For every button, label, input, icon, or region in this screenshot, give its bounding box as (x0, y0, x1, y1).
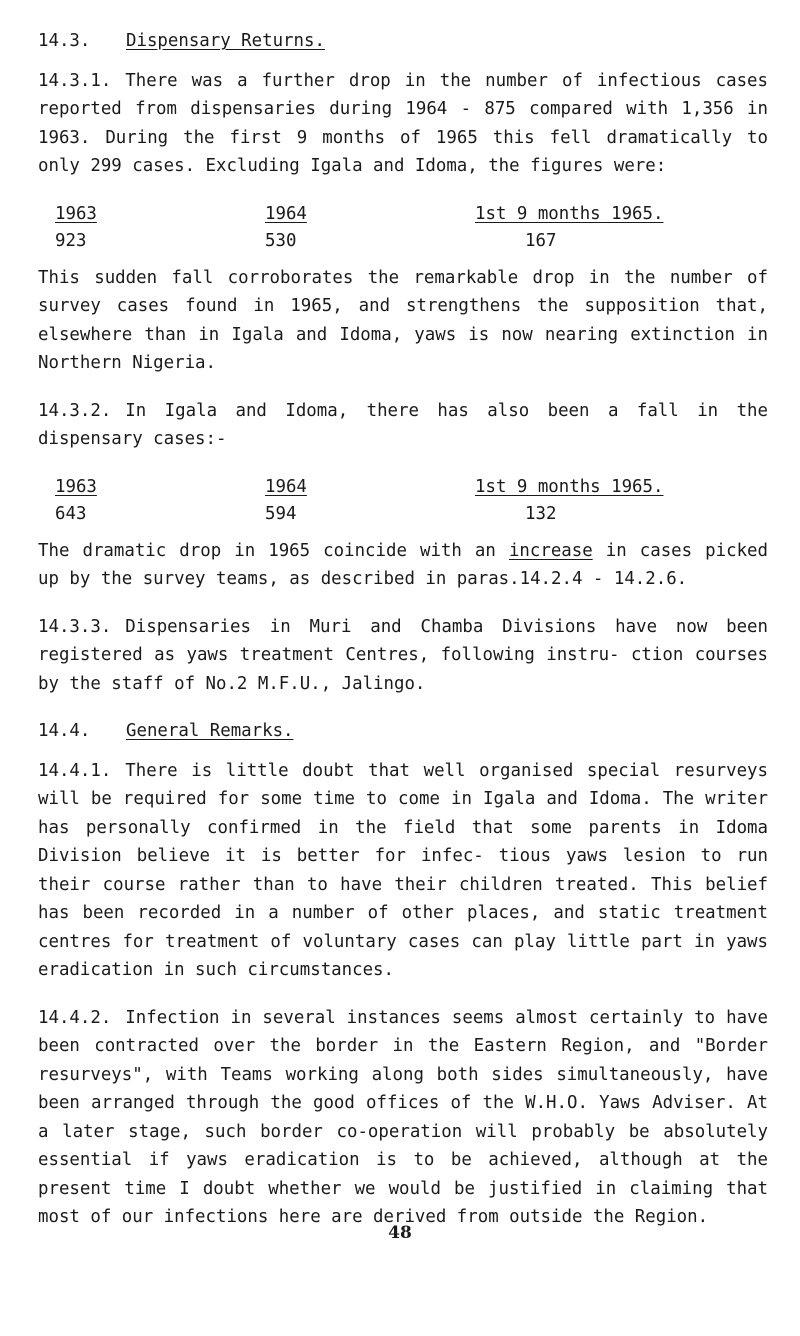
figures-header-1964: 1964 (265, 476, 307, 497)
paragraph-text: There is little doubt that well organised special resurveys will be required for some time to come in Igala and Idoma. The writer has personally confirmed in the field that some parents in Idoma Division believe it is better for infec- tious yaws lesion to run their course rather than to have their children treated. This belief has been recorded in a number of other places, and static treatment centres for treatment of voluntary cases can play little part in yaws eradication in such circumstances. (38, 760, 768, 980)
section-number: 14.4. (38, 721, 91, 741)
figures-value-1963: 923 (55, 230, 87, 251)
figures-value-row (38, 227, 768, 254)
section-heading-14-3 (38, 27, 768, 56)
paragraph-number: 14.4.2. (38, 1007, 112, 1028)
paragraph-14-3-3 (38, 613, 768, 699)
section-number: 14.3. (38, 31, 91, 51)
figures-value-1965: 167 (525, 230, 557, 251)
figures-value-1965: 132 (525, 503, 557, 524)
figures-header-1965: 1st 9 months 1965. (475, 476, 664, 497)
paragraph-text: This sudden fall corroborates the remarkable drop in the number of survey cases found in 1965, and strengthens the supposition that, elsewhere than in Igala and Idoma, yaws is now nearing extinction in Northern Nigeria. (38, 267, 768, 373)
document-page (38, 27, 768, 1251)
paragraph-text: In Igala and Idoma, there has also been a fall in the dispensary cases:- (38, 400, 768, 449)
emphasis-increase: increase (508, 540, 593, 561)
figures-value-1963: 643 (55, 503, 87, 524)
page-number: 48 (388, 1223, 412, 1243)
figures-header-1963: 1963 (55, 476, 97, 497)
paragraph-text: There was a further drop in the number of infectious cases reported from dispensaries during 1964 - 875 compared with 1,356 in 1963. During the first 9 months of 1965 this fell dramatically to only 299 cases. Excluding Igala and Idoma, the figures were: (38, 70, 768, 176)
figures-header-1964: 1964 (265, 203, 307, 224)
paragraph-14-3-1-continued (38, 264, 768, 378)
paragraph-14-4-1 (38, 757, 768, 985)
section-title: General Remarks. (126, 721, 294, 741)
paragraph-number: 14.3.2. (38, 400, 112, 421)
figures-header-1963: 1963 (55, 203, 97, 224)
paragraph-14-4-2 (38, 1004, 768, 1232)
figures-table-1 (38, 200, 768, 254)
paragraph-text: Dispensaries in Muri and Chamba Divisions have now been registered as yaws treatment Centres, following instru- ction courses by the staff of No.2 M.F.U., Jalingo. (38, 616, 768, 694)
paragraph-text-after: in cases picked up by the survey teams, as described in paras.14.2.4 - 14.2.6. (38, 540, 768, 589)
paragraph-14-3-1 (38, 67, 768, 181)
paragraph-text: Infection in several instances seems almost certainly to have been contracted over the border in the Eastern Region, and "Border resurveys", with Teams working along both sides simultaneously, have been arranged through the good offices of the W.H.O. Yaws Adviser. At a later stage, such border co-operation will probably be absolutely essential if yaws eradication is to be achieved, although at the present time I doubt whether we would be justified in claiming that most of our infections here are derived from outside the Region. (38, 1007, 768, 1227)
paragraph-14-3-2-continued (38, 537, 768, 594)
paragraph-number: 14.3.3. (38, 616, 112, 637)
figures-table-2 (38, 473, 768, 527)
paragraph-number: 14.4.1. (38, 760, 112, 781)
paragraph-number: 14.3.1. (38, 70, 112, 91)
figures-value-1964: 594 (265, 503, 297, 524)
paragraph-14-3-2 (38, 397, 768, 454)
paragraph-text-before: The dramatic drop in 1965 coincide with an (38, 540, 509, 561)
figures-value-1964: 530 (265, 230, 297, 251)
figures-value-row (38, 500, 768, 527)
figures-header-1965: 1st 9 months 1965. (475, 203, 664, 224)
figures-header-row (38, 473, 768, 500)
section-heading-14-4 (38, 717, 768, 746)
section-title: Dispensary Returns. (126, 31, 325, 51)
figures-header-row (38, 200, 768, 227)
